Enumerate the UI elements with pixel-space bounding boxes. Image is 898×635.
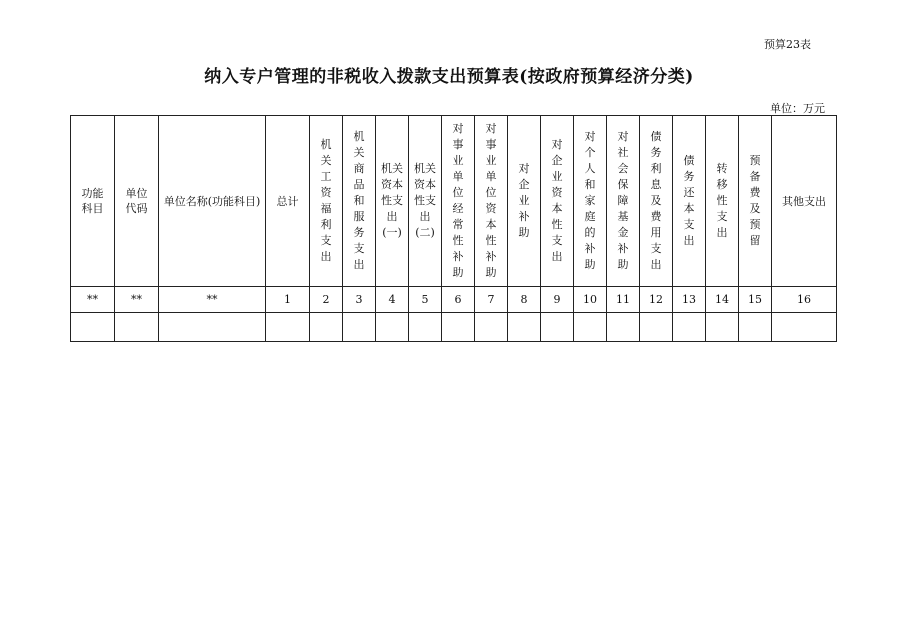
table-cell: ** bbox=[159, 287, 266, 313]
table-cell: 9 bbox=[541, 287, 574, 313]
table-cell: 11 bbox=[607, 287, 640, 313]
table-cell: ** bbox=[115, 287, 159, 313]
header-cell-reserve: 预备费及预留 bbox=[739, 116, 772, 287]
table-cell bbox=[475, 313, 508, 342]
table-cell bbox=[541, 313, 574, 342]
table-cell bbox=[772, 313, 837, 342]
table-cell bbox=[574, 313, 607, 342]
table-cell bbox=[71, 313, 115, 342]
header-cell-total: 总计 bbox=[266, 116, 310, 287]
header-cell-social-security: 对社会保障基金补助 bbox=[607, 116, 640, 287]
table-cell: 13 bbox=[673, 287, 706, 313]
header-cell-transfer: 转移性支出 bbox=[706, 116, 739, 287]
table-cell: 5 bbox=[409, 287, 442, 313]
table-cell: 7 bbox=[475, 287, 508, 313]
table-cell bbox=[266, 313, 310, 342]
table-row bbox=[71, 313, 837, 342]
table-cell bbox=[159, 313, 266, 342]
header-cell-institution-capital: 对事业单位资本性补助 bbox=[475, 116, 508, 287]
table-cell bbox=[673, 313, 706, 342]
table-row bbox=[71, 287, 837, 313]
table-cell: 16 bbox=[772, 287, 837, 313]
header-cell-goods-services: 机关商品和服务支出 bbox=[343, 116, 376, 287]
table-cell bbox=[409, 313, 442, 342]
header-cell-debt-principal: 债务还本支出 bbox=[673, 116, 706, 287]
header-cell-salary-welfare: 机关工资福利支出 bbox=[310, 116, 343, 287]
unit-label: 单位：万元 bbox=[770, 102, 825, 115]
header-cell-unit-code: 单位代码 bbox=[115, 116, 159, 287]
table-cell: ** bbox=[71, 287, 115, 313]
header-cell-unit-name: 单位名称(功能科目) bbox=[159, 116, 266, 287]
table-cell: 8 bbox=[508, 287, 541, 313]
table-cell bbox=[310, 313, 343, 342]
table-cell bbox=[508, 313, 541, 342]
table-cell bbox=[343, 313, 376, 342]
table-cell: 10 bbox=[574, 287, 607, 313]
header-cell-enterprise-subsidy: 对企业补助 bbox=[508, 116, 541, 287]
table-cell: 2 bbox=[310, 287, 343, 313]
header-cell-other: 其他支出 bbox=[772, 116, 837, 287]
table-cell bbox=[706, 313, 739, 342]
table-cell: 4 bbox=[376, 287, 409, 313]
table-cell bbox=[376, 313, 409, 342]
table-cell bbox=[640, 313, 673, 342]
table-cell: 3 bbox=[343, 287, 376, 313]
table-cell bbox=[442, 313, 475, 342]
header-cell-debt-interest: 债务利息及费用支出 bbox=[640, 116, 673, 287]
page-title: 纳入专户管理的非税收入拨款支出预算表(按政府预算经济分类) bbox=[204, 67, 694, 87]
table-cell bbox=[739, 313, 772, 342]
header-cell-capital-1: 机关资本性支出(一) bbox=[376, 116, 409, 287]
table-cell bbox=[115, 313, 159, 342]
header-cell-institution-recurrent: 对事业单位经常性补助 bbox=[442, 116, 475, 287]
table-cell: 15 bbox=[739, 287, 772, 313]
header-row bbox=[71, 116, 837, 287]
table-number: 预算23表 bbox=[764, 38, 811, 51]
table-cell: 14 bbox=[706, 287, 739, 313]
header-cell-enterprise-capital: 对企业资本性支出 bbox=[541, 116, 574, 287]
header-cell-household-subsidy: 对个人和家庭的补助 bbox=[574, 116, 607, 287]
header-cell-function-subject: 功能科目 bbox=[71, 116, 115, 287]
table-cell: 6 bbox=[442, 287, 475, 313]
header-cell-capital-2: 机关资本性支出(二) bbox=[409, 116, 442, 287]
budget-table bbox=[70, 115, 837, 342]
table-cell: 12 bbox=[640, 287, 673, 313]
table-cell bbox=[607, 313, 640, 342]
table-cell: 1 bbox=[266, 287, 310, 313]
